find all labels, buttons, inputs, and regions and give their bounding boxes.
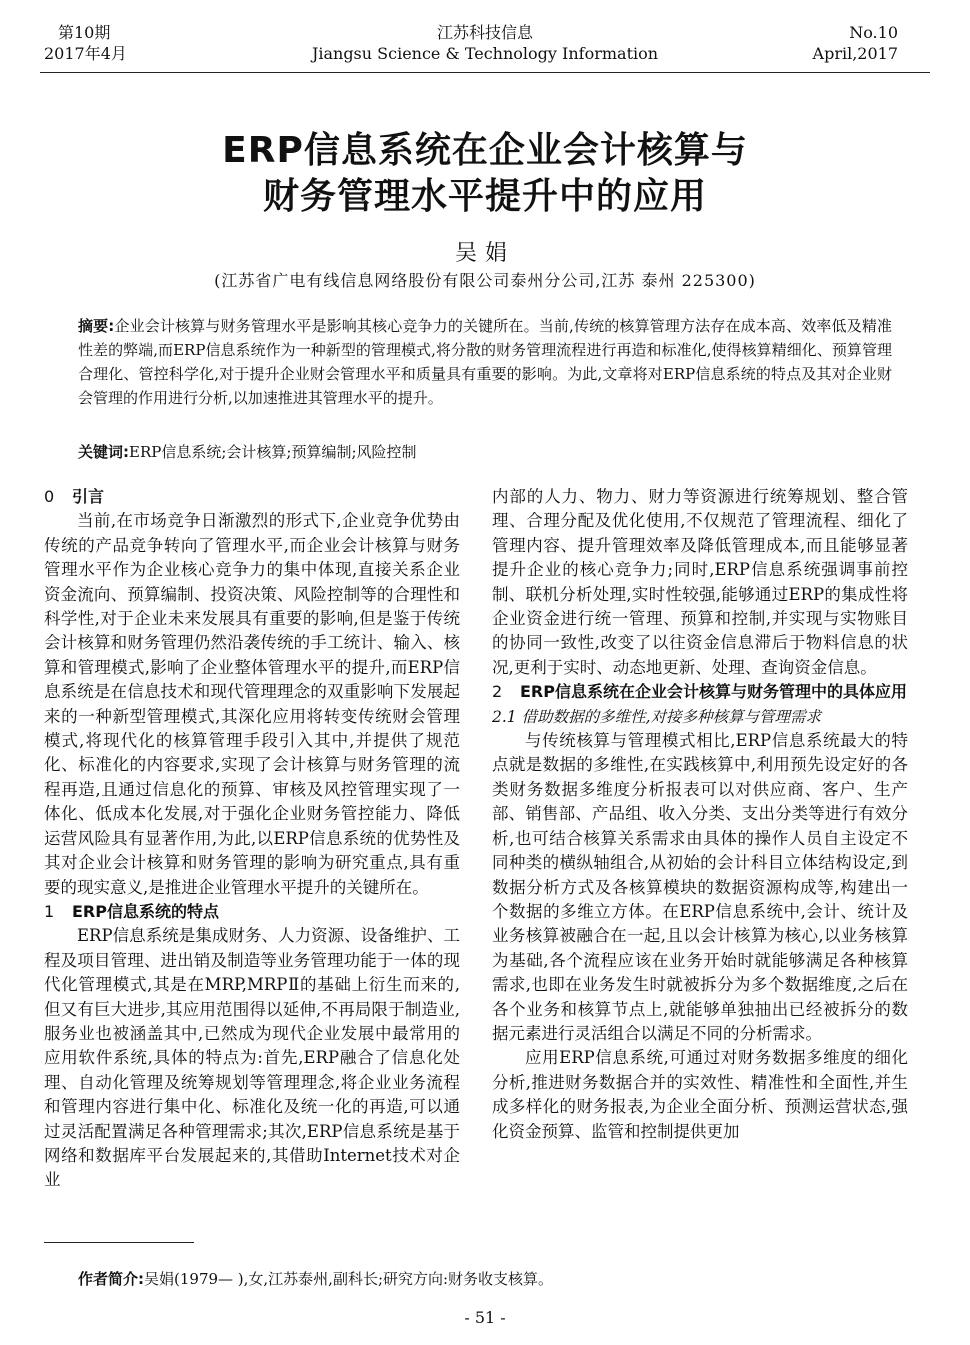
author-name: 吴娟 <box>454 241 515 266</box>
title-line-1: ERP信息系统在企业会计核算与 <box>222 130 748 171</box>
header-right <box>813 22 898 64</box>
abstract-label: 摘要: <box>78 317 115 335</box>
author-footnote <box>78 1268 553 1289</box>
issue-cn: 第10期 <box>58 23 111 42</box>
section-heading-0: 0 引言 <box>44 487 105 506</box>
keywords <box>78 440 892 464</box>
abstract-text: 企业会计核算与财务管理水平是影响其核心竞争力的关键所在。当前,传统的核算管理方法存在成本高、效率低及精准性差的弊端,而ERP信息系统作为一种新型的管理模式,将分散的财务管理流程进行再造和标准化,使得核算精细化、预算管理合理化、管控科学化,对于提升企业财会管理水平和质量具有重要的影响。为此,文章将对ERP信息系统的特点及其对企业财会管理的作用进行分析,以加速推进其管理水平的提升。 <box>78 317 893 407</box>
section-heading-1: 1 ERP信息系统的特点 <box>44 901 219 921</box>
footnote-text: 吴娟(1979— ),女,江苏泰州,副科长;研究方向:财务收支核算。 <box>144 1270 554 1288</box>
left-column <box>44 485 460 1193</box>
section-heading-2: 2 ERP信息系统在企业会计核算与财务管理中的具体应用 <box>492 682 907 702</box>
date-en: April,2017 <box>812 44 898 63</box>
paragraph: ERP信息系统是集成财务、人力资源、设备维护、工程及项目管理、进出销及制造等业务管理功能于一体的现代化管理模式,其是在MRP,MRPⅡ的基础上衍生而来的,但又有巨大进步,其应用范围得以延伸,不再局限于制造业,服务业也被涵盖其中,已然成为现代企业发展中最常用的应用软件系统,具体的特点为:首先,ERP融合了信息化处理、自动化管理及统筹规划等管理理念,将企业业务流程和管理内容进行集中化、标准化及统一化的再造,可以通过灵活配置满足各种管理需求;其次,ERP信息系统是基于网络和数据库平台发展起来的,其借助Internet技术对企业 <box>44 926 460 1190</box>
paragraph: 当前,在市场竞争日渐激烈的形式下,企业竞争优势由传统的产品竞争转向了管理水平,而企业会计核算与财务管理水平作为企业核心竞争力的集中体现,直接关系企业资金流向、预算编制、投资决策、风险控制等的合理性和科学性,对于企业未来发展具有重要的影响,但是鉴于传统会计核算和财务管理仍然沿袭传统的手工统计、输入、核算和管理模式,影响了企业整体管理水平的提升,而ERP信息系统是在信息技术和现代管理理念的双重影响下发展起来的一种新型管理模式,其深化应用将转变传统财会管理模式,将现代化的核算管理手段引入其中,并提供了规范化、标准化的内容要求,实现了会计核算与财务管理的流程再造,且通过信息化的预算、审核及风控管理实现了一体化、低成本化发展,对于强化企业财务管控能力、降低运营风险具有显著作用,为此,以ERP信息系统的优势性及其对企业会计核算和财务管理的影响为研究重点,具有重要的现实意义,是推进企业管理水平提升的关键所在。 <box>44 511 460 897</box>
keywords-label: 关键词: <box>78 443 129 461</box>
journal-cn: 江苏科技信息 <box>436 23 533 42</box>
keywords-text: ERP信息系统;会计核算;预算编制;风险控制 <box>129 443 417 461</box>
abstract <box>78 314 892 410</box>
paragraph: 应用ERP信息系统,可通过对财务数据多维度的细化分析,推进财务数据合并的实效性、精准性和全面性,并生成多样化的财务报表,为企业全面分析、预测运营状态,强化资金预算、监管和控制提供更加 <box>492 1048 908 1141</box>
date-cn: 2017年4月 <box>44 44 127 63</box>
article-title <box>0 128 970 220</box>
paragraph-continued: 内部的人力、物力、财力等资源进行统筹规划、整合管理、合理分配及优化使用,不仅规范了管理流程、细化了管理内容、提升管理效率及降低管理成本,而且能够显著提升企业的核心竞争力;同时,ERP信息系统强调事前控制、联机分析处理,实时性较强,能够通过ERP的集成性将企业资金进行统一管理、预算和控制,并实现与实物账目的协同一致性,改变了以往资金信息滞后于物料信息的状况,更利于实时、动态地更新、处理、查询资金信息。 <box>492 487 908 677</box>
issue-en: No.10 <box>849 23 898 42</box>
right-column <box>492 485 908 1144</box>
header-rule <box>40 72 930 73</box>
paragraph: 与传统核算与管理模式相比,ERP信息系统最大的特点就是数据的多维性,在实践核算中,利用预先设定好的各类财务数据多维度分析报表可以对供应商、客户、生产部、销售部、产品组、收入分类、支出分类等进行有效分析,也可结合核算关系需求由具体的操作人员自主设定不同种类的横纵轴组合,从初始的会计科目立体结构设定,到数据分析方式及各核算模块的数据资源构成等,构建出一个数据的多维立方体。在ERP信息系统中,会计、统计及业务核算被融合在一起,且以会计核算为核心,以业务核算为基础,各个流程应该在业务开始时就能够满足各种核算需求,也即在业务发生时就被拆分为多个数据维度,之后在各个业务和核算节点上,就能够单独抽出已经被拆分的数据元素进行灵活组合以满足不同的分析需求。 <box>492 731 908 1043</box>
author-affiliation: (江苏省广电有线信息网络股份有限公司泰州分公司,江苏 泰州 225300) <box>214 271 756 290</box>
title-line-2: 财务管理水平提升中的应用 <box>262 176 707 217</box>
footnote-label: 作者简介: <box>78 1270 144 1288</box>
subsection-heading-2-1: 2.1 借助数据的多维性,对接多种核算与管理需求 <box>492 707 822 726</box>
journal-en: Jiangsu Science & Technology Information <box>311 44 659 63</box>
page-number: - 51 - <box>464 1308 506 1327</box>
footnote-rule <box>44 1242 194 1243</box>
